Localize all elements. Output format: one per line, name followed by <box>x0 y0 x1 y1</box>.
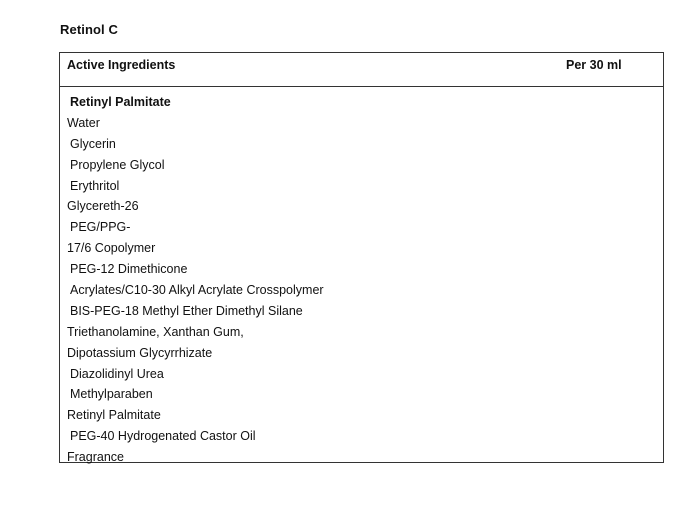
ingredient-row: Triethanolamine, Xanthan Gum, <box>67 324 244 339</box>
ingredient-row: Retinyl Palmitate <box>67 408 161 423</box>
ingredient-row: BIS-PEG-18 Methyl Ether Dimethyl Silane <box>70 303 303 318</box>
ingredient-row: Water <box>67 115 100 130</box>
ingredient-row: 17/6 Copolymer <box>67 241 156 256</box>
ingredient-row: Methylparaben <box>70 387 153 402</box>
document-title: Retinol C <box>60 22 118 37</box>
ingredient-row: PEG/PPG- <box>70 220 131 235</box>
ingredient-row: Glycereth-26 <box>67 199 139 214</box>
ingredient-row: Diazolidinyl Urea <box>70 366 164 381</box>
ingredient-row: PEG-12 Dimethicone <box>70 262 188 277</box>
ingredient-row: Fragrance <box>67 450 124 465</box>
header-per-30-ml: Per 30 ml <box>566 58 622 72</box>
header-active-ingredients: Active Ingredients <box>67 58 176 72</box>
ingredient-row: Propylene Glycol <box>70 157 165 172</box>
ingredient-row: Erythritol <box>70 178 120 193</box>
ingredient-row: PEG-40 Hydrogenated Castor Oil <box>70 429 256 444</box>
ingredients-table <box>59 52 664 463</box>
ingredient-row: Retinyl Palmitate <box>70 95 171 109</box>
ingredient-row: Glycerin <box>70 136 116 151</box>
table-header <box>60 53 663 87</box>
ingredient-list <box>60 87 663 468</box>
ingredient-row: Dipotassium Glycyrrhizate <box>67 345 213 360</box>
ingredient-row: Acrylates/C10-30 Alkyl Acrylate Crosspolymer <box>70 283 324 298</box>
